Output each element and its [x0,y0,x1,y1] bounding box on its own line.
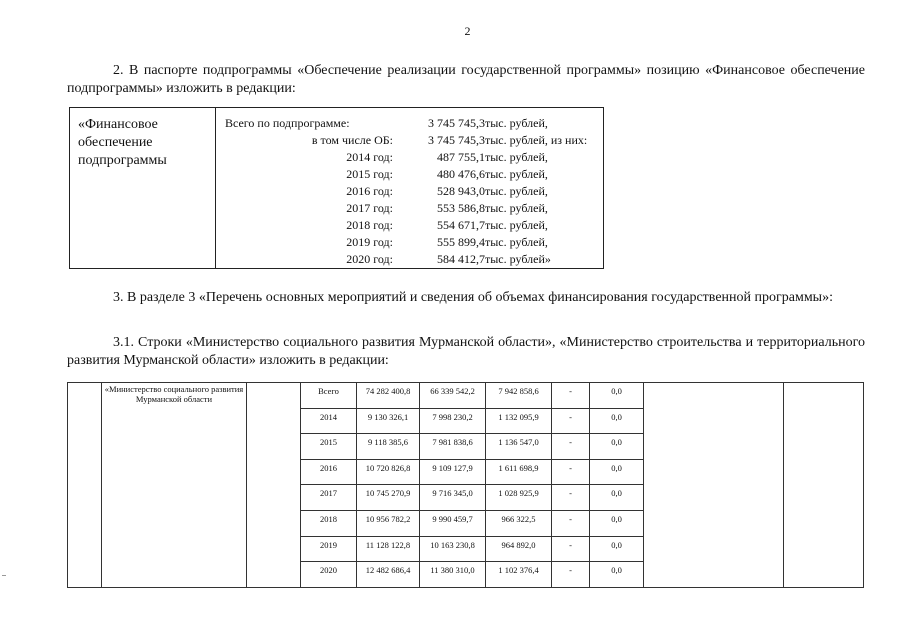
passport-row-label: 2017 год: [346,201,393,215]
total-cell: 74 282 400,8 [357,383,420,409]
fb-cell: 1 028 925,9 [486,485,552,511]
passport-row-unit: тыс. рублей, [485,150,548,164]
period-cell: 2015 [301,434,357,460]
passport-row-amount: 3 745 745,3 [428,116,485,130]
total-cell: 10 745 270,9 [357,485,420,511]
passport-row-unit: тыс. рублей, [485,116,548,130]
passport-label: «Финансовое обеспечение подпрограммы [78,117,167,168]
passport-row-label: 2014 год: [346,150,393,164]
passport-row [70,115,603,132]
passport-row-amount: 584 412,7 [437,252,485,266]
passport-row-label: 2020 год: [346,252,393,266]
mb-cell: - [552,434,590,460]
total-cell: 10 956 782,2 [357,510,420,536]
vb-cell: 0,0 [590,562,644,588]
ob-cell: 9 990 459,7 [420,510,486,536]
passport-row [70,217,603,234]
ob-cell: 9 109 127,9 [420,459,486,485]
vb-cell: 0,0 [590,510,644,536]
vb-cell: 0,0 [590,459,644,485]
total-cell: 10 720 826,8 [357,459,420,485]
fb-cell: 1 132 095,9 [486,408,552,434]
executor-cell [247,383,301,588]
passport-row-amount: 528 943,0 [437,184,485,198]
total-cell: 9 130 326,1 [357,408,420,434]
total-cell: 11 128 122,8 [357,536,420,562]
period-cell: 2014 [301,408,357,434]
ob-cell: 7 981 838,6 [420,434,486,460]
passport-row-label: Всего по подпрограмме: [225,116,350,130]
section-3-1-text: 3.1. Строки «Министерство социального развития Мурманской области», «Министерство строительства и территориального развития Мурманской области» изложить в редакции: [67,335,865,368]
period-cell: 2018 [301,510,357,536]
ob-cell: 66 339 542,2 [420,383,486,409]
section-3-paragraph [67,289,865,307]
total-cell: 12 482 686,4 [357,562,420,588]
mb-cell: - [552,510,590,536]
period-cell: 2019 [301,536,357,562]
mb-cell: - [552,383,590,409]
vb-cell: 0,0 [590,408,644,434]
period-cell: 2017 [301,485,357,511]
passport-row-amount: 553 586,8 [437,201,485,215]
passport-row-unit: тыс. рублей» [485,252,551,266]
section-3-1-paragraph [67,334,865,370]
passport-row-unit: тыс. рублей, [485,218,548,232]
section-3-text: 3. В разделе 3 «Перечень основных мероприятий и сведения об объемах финансирования государственной программы»: [113,290,833,305]
passport-row [70,132,603,149]
value-cell [784,383,864,588]
passport-row-amount: 555 899,4 [437,235,485,249]
vb-cell: 0,0 [590,434,644,460]
passport-row-amount: 480 476,6 [437,167,485,181]
fb-cell: 7 942 858,6 [486,383,552,409]
table-row [68,383,864,409]
passport-row-unit: тыс. рублей, из них: [485,133,588,147]
fb-cell: 1 102 376,4 [486,562,552,588]
passport-row [70,149,603,166]
passport-row [70,251,603,268]
ob-cell: 10 163 230,8 [420,536,486,562]
passport-row-unit: тыс. рублей, [485,235,548,249]
passport-row-label: 2018 год: [346,218,393,232]
margin-mark [2,575,6,576]
passport-box [69,107,604,269]
indicator-cell [644,383,784,588]
vb-cell: 0,0 [590,383,644,409]
section-2-text: 2. В паспорте подпрограммы «Обеспечение реализации государственной программы» позицию «Финансовое обеспечение подпрограммы» изложить в редакции: [67,63,865,96]
vb-cell: 0,0 [590,485,644,511]
passport-row-amount: 3 745 745,3 [428,133,485,147]
mb-cell: - [552,485,590,511]
org-name-cell: «Министерство социального развития Мурманской области [102,383,247,588]
mb-cell: - [552,562,590,588]
passport-row-label: 2015 год: [346,167,393,181]
section-2-paragraph [67,62,865,98]
passport-row-unit: тыс. рублей, [485,184,548,198]
passport-row [70,166,603,183]
ob-cell: 11 380 310,0 [420,562,486,588]
mb-cell: - [552,408,590,434]
passport-row-label: 2016 год: [346,184,393,198]
financing-table [67,382,864,588]
passport-row-amount: 554 671,7 [437,218,485,232]
period-cell: 2016 [301,459,357,485]
passport-row-unit: тыс. рублей, [485,201,548,215]
total-cell: 9 118 385,6 [357,434,420,460]
passport-row [70,200,603,217]
passport-row [70,234,603,251]
fb-cell: 966 322,5 [486,510,552,536]
passport-row-amount: 487 755,1 [437,150,485,164]
mb-cell: - [552,459,590,485]
passport-row-unit: тыс. рублей, [485,167,548,181]
mb-cell: - [552,536,590,562]
ob-cell: 7 998 230,2 [420,408,486,434]
fb-cell: 1 611 698,9 [486,459,552,485]
row-number-cell [68,383,102,588]
passport-row [70,183,603,200]
fb-cell: 964 892,0 [486,536,552,562]
fb-cell: 1 136 547,0 [486,434,552,460]
passport-row-label: в том числе ОБ: [311,133,393,147]
page-number: 2 [464,24,471,38]
vb-cell: 0,0 [590,536,644,562]
period-cell: Всего [301,383,357,409]
passport-row-label: 2019 год: [346,235,393,249]
ob-cell: 9 716 345,0 [420,485,486,511]
period-cell: 2020 [301,562,357,588]
